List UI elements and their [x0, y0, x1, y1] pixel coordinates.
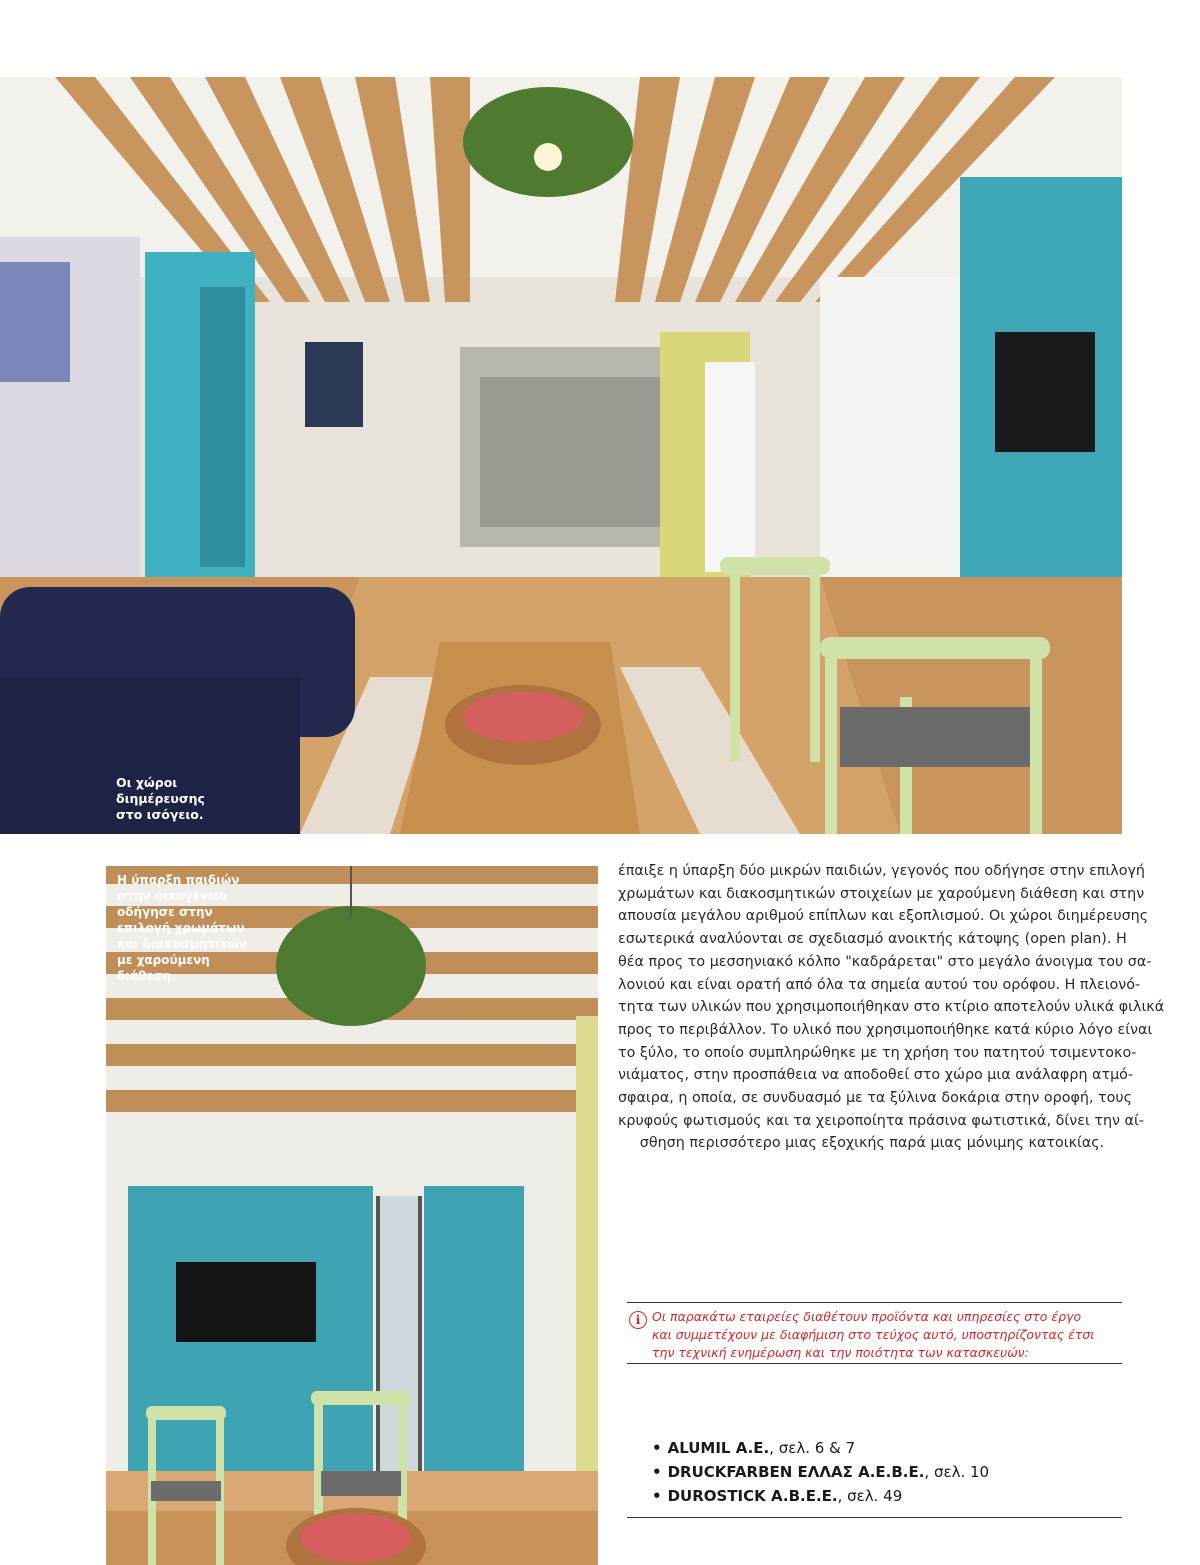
sponsor-name: DUROSTICK A.B.E.E. — [667, 1487, 838, 1505]
sponsor-page: , σελ. 49 — [837, 1487, 903, 1505]
caption-line: διημέρευσης — [116, 791, 205, 806]
article-line: προς το περιβάλλον. Το υλικό που χρησιμοποιήθηκε κατά κύριο λόγο είναι — [618, 1021, 1153, 1038]
article-line: έπαιξε η ύπαρξη δύο μικρών παιδιών, γεγονός που οδήγησε στην επιλογή — [618, 863, 1145, 879]
sponsor-name: ALUMIL A.E. — [667, 1439, 770, 1457]
article-line: το ξύλο, το οποίο συμπληρώθηκε με τη χρήση του πατητού τσιμεντοκο- — [618, 1044, 1137, 1061]
photo-caption-top — [116, 775, 205, 823]
caption-line: Η ύπαρξη παιδιών — [117, 873, 240, 887]
photo-caption-bottom — [117, 872, 247, 984]
caption-line: με χαρούμενη — [117, 953, 210, 967]
article-line: λονιού και είναι ορατή από όλα τα σημεία αυτού του ορόφου. Η πλειονό- — [618, 976, 1141, 993]
bullet: • — [652, 1487, 662, 1505]
caption-line: διάθεση. — [117, 969, 176, 983]
article-line: σφαιρα, η οποία, σε συνδυασμό με τα ξύλινα δοκάρια στην οροφή, τους — [618, 1090, 1133, 1107]
credits-note-line: και συμμετέχουν με διαφήμιση στο τεύχος αυτό, υποστηρίζοντας έτσι — [652, 1327, 1095, 1342]
sponsor-name: DRUCKFARBEN ΕΛΛΑΣ Α.Ε.Β.Ε. — [667, 1463, 925, 1481]
sponsor-item — [652, 1436, 989, 1460]
credits-note-line: Οι παρακάτω εταιρείες διαθέτουν προϊόντα και υπηρεσίες στο έργο — [652, 1309, 1082, 1324]
sponsor-item — [652, 1460, 989, 1484]
bullet: • — [652, 1439, 662, 1457]
article-line: νιάματος, στην προσπάθεια να αποδοθεί στο χώρο μια ανάλαφρη ατμό- — [618, 1067, 1134, 1084]
article-line: απουσία μεγάλου αριθμού επίπλων και εξοπλισμού. Οι χώροι διημέρευσης — [618, 908, 1149, 925]
article-line: χρωμάτων και διακοσμητικών στοιχείων με χαρούμενη διάθεση και στην — [618, 885, 1145, 902]
living-room-illustration — [0, 77, 1122, 834]
credits-note-line: την τεχνική ενημέρωση και την ποιότητα των κατασκευών: — [652, 1345, 1029, 1360]
article-line: θέα προς το μεσσηνιακό κόλπο "καδράρεται" στο μεγάλο άνοιγμα του σα- — [618, 953, 1152, 970]
caption-line: και διακοσμητικών — [117, 937, 247, 951]
article-line: σθηση περισσότερο μιας εξοχικής παρά μιας μόνιμης κατοικίας. — [639, 1135, 1105, 1152]
article-line: κρυφούς φωτισμούς και τα χειροποίητα πράσινα φωτιστικά, δίνει την αί- — [618, 1112, 1144, 1129]
article-line: εσωτερικά αναλύονται σε σχεδιασμό ανοικτής κάτοψης (open plan). Η — [618, 931, 1127, 948]
caption-line: στο ισόγειο. — [116, 807, 204, 822]
sponsor-item — [652, 1484, 989, 1508]
sponsor-divider — [627, 1517, 1122, 1518]
caption-line: Οι χώροι — [116, 775, 178, 790]
sponsor-list — [652, 1436, 989, 1508]
credits-note — [652, 1308, 1112, 1362]
sponsor-page: , σελ. 6 & 7 — [769, 1439, 856, 1457]
caption-line: στην οικογένεια — [117, 889, 228, 903]
info-icon: i — [629, 1311, 647, 1329]
caption-line: οδήγησε στην — [117, 905, 213, 919]
living-room-photo — [0, 77, 1122, 834]
article-line: τητα των υλικών που χρησιμοποιήθηκαν στο κτίριο αποτελούν υλικά φιλικά — [618, 999, 1165, 1016]
article-body — [618, 860, 1165, 1155]
caption-line: επιλογή χρωμάτων — [117, 921, 245, 935]
bullet: • — [652, 1463, 662, 1481]
sponsor-page: , σελ. 10 — [924, 1463, 990, 1481]
